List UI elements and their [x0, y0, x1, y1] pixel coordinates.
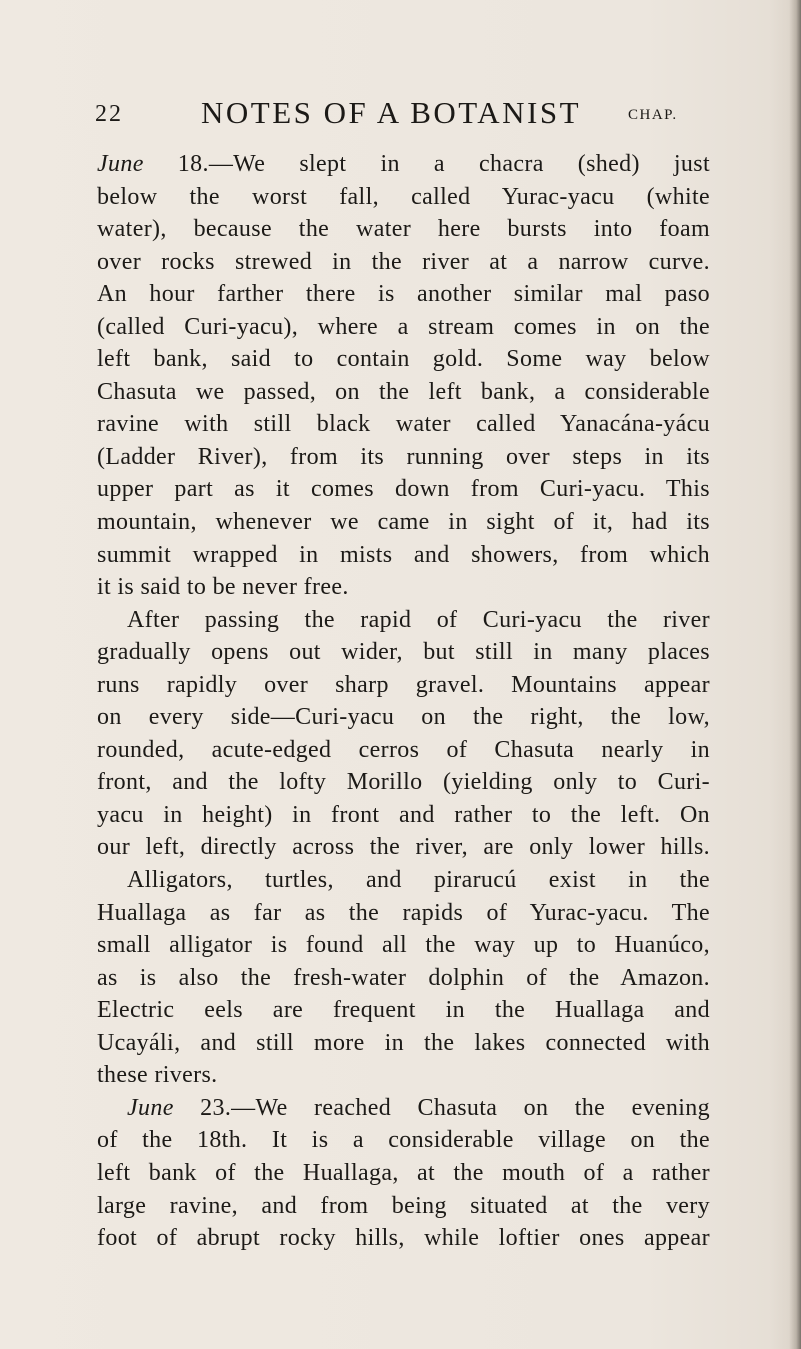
body-text — [97, 148, 710, 1255]
entry-date: June — [127, 1094, 174, 1121]
text-line — [97, 1124, 710, 1157]
text-line — [97, 441, 710, 474]
page-number: 22 — [95, 101, 123, 127]
text-line — [97, 473, 710, 506]
line-text: of the 18th. It is a considerable village on the — [97, 1127, 710, 1154]
line-text: mountain, whenever we came in sight of it, had its — [97, 509, 710, 536]
text-line — [97, 1059, 710, 1092]
page-edge-shadow — [789, 0, 801, 1349]
text-line — [97, 181, 710, 214]
text-line — [97, 1157, 710, 1190]
entry-date: June — [97, 151, 144, 177]
line-text: on every side—Curi-yacu on the right, the low, — [97, 704, 710, 731]
line-text: left bank of the Huallaga, at the mouth of a rather — [97, 1159, 710, 1186]
line-text: gradually opens out wider, but still in many places — [97, 639, 710, 666]
line-text: rounded, acute-edged cerros of Chasuta nearly in — [97, 736, 710, 763]
text-line — [97, 864, 710, 897]
line-text: large ravine, and from being situated at the very — [97, 1192, 710, 1219]
line-text: water), because the water here bursts into foam — [97, 216, 710, 243]
line-text: yacu in height) in front and rather to the left. On — [97, 801, 710, 828]
text-line — [97, 148, 710, 181]
line-text: below the worst fall, called Yurac-yacu (white — [97, 183, 710, 210]
text-line — [97, 311, 710, 344]
text-line — [97, 246, 710, 279]
text-line — [97, 213, 710, 246]
line-text: front, and the lofty Morillo (yielding only to Curi- — [97, 769, 710, 796]
line-text: runs rapidly over sharp gravel. Mountains appear — [97, 671, 710, 698]
text-line — [97, 1027, 710, 1060]
text-line — [97, 506, 710, 539]
line-text: 23.—We reached Chasuta on the evening — [173, 1094, 710, 1121]
line-text: Huallaga as far as the rapids of Yurac-yacu. The — [97, 899, 710, 926]
text-line — [97, 994, 710, 1027]
line-text: small alligator is found all the way up to Huanúco, — [97, 932, 710, 959]
line-text: (Ladder River), from its running over steps in its — [97, 443, 710, 470]
text-line — [97, 539, 710, 572]
text-line — [97, 669, 710, 702]
line-text: Ucayáli, and still more in the lakes connected with — [97, 1029, 710, 1056]
line-text: Alligators, turtles, and pirarucú exist in the — [127, 867, 710, 894]
text-line — [97, 1190, 710, 1223]
text-line — [97, 408, 710, 441]
running-head: NOTES OF A BOTANIST — [201, 95, 582, 130]
line-text: Electric eels are frequent in the Huallaga and — [97, 997, 710, 1024]
line-text: as is also the fresh-water dolphin of the Amazon. — [97, 964, 710, 991]
line-text: left bank, said to contain gold. Some way below — [97, 346, 710, 373]
text-line — [97, 897, 710, 930]
line-text: upper part as it comes down from Curi-yacu. This — [97, 476, 710, 503]
text-line — [97, 571, 710, 604]
line-text: it is said to be never free. — [97, 574, 349, 601]
page-header — [95, 95, 705, 139]
line-text: ravine with still black water called Yanacána-yácu — [97, 411, 710, 438]
text-line — [97, 799, 710, 832]
text-line — [97, 604, 710, 637]
line-text: these rivers. — [97, 1062, 218, 1089]
line-text: our left, directly across the river, are only lower hills. — [97, 834, 710, 861]
text-line — [97, 278, 710, 311]
line-text: An hour farther there is another similar mal paso — [97, 281, 710, 308]
text-line — [97, 1222, 710, 1255]
text-line — [97, 1092, 710, 1125]
line-text: (called Curi-yacu), where a stream comes in on the — [97, 313, 710, 340]
line-text: over rocks strewed in the river at a narrow curve. — [97, 248, 710, 275]
text-line — [97, 929, 710, 962]
text-line — [97, 962, 710, 995]
text-line — [97, 701, 710, 734]
line-text: 18.—We slept in a chacra (shed) just — [143, 151, 710, 177]
line-text: After passing the rapid of Curi-yacu the river — [127, 606, 710, 633]
chapter-label: CHAP. — [628, 107, 678, 123]
text-line — [97, 734, 710, 767]
text-line — [97, 766, 710, 799]
text-line — [97, 831, 710, 864]
line-text: summit wrapped in mists and showers, from which — [97, 541, 710, 568]
line-text: foot of abrupt rocky hills, while loftier ones appear — [97, 1225, 710, 1252]
text-line — [97, 343, 710, 376]
line-text: Chasuta we passed, on the left bank, a considerable — [97, 378, 710, 405]
text-line — [97, 636, 710, 669]
text-line — [97, 376, 710, 409]
